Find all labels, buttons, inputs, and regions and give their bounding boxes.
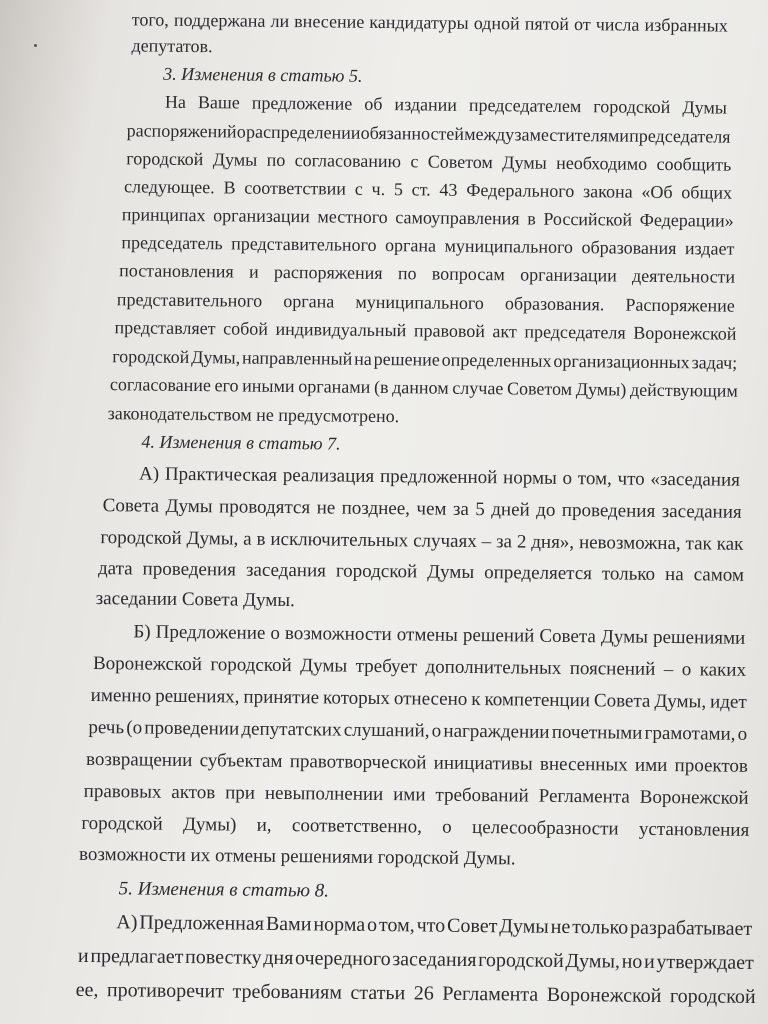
text-line: ее, противоречит требованиям статьи 26 Регламента Воронежской городской [75,978,756,1008]
text-line: председатель представительного органа муниципального образования издает [121,232,735,259]
text-line: А) Предложенная Вами норма о том, что Совет Думы не только разрабатывает [116,911,753,940]
text-line: дата проведения заседания городской Думы определяется только на самом [97,558,745,586]
text-line: постановления и распоряжения по вопросам организации деятельности [119,260,736,287]
text-line: и предлагает повестку дня очередного заседания городской Думы, но и утверждает [77,944,754,974]
text-line: городской Думы по согласованию с Советом Думы необходимо сообщить [126,148,732,175]
text-line: А) Практическая реализация предложенной нормы о том, что «заседания [138,463,741,491]
text-line: принципах организации местного самоуправления в Российской Федерации» [121,204,734,231]
text-line: депутатов. [131,35,213,57]
text-line: 3. Изменения в статью 5. [163,63,363,86]
text-line: заседании Совета Думы. [95,588,295,612]
text-line: следующее. В соответствии с ч. 5 ст. 43 Федерального закона «Об общих [123,176,733,203]
text-line: правовых актов при невыполнении ими требований Регламента Воронежской [83,780,749,809]
text-line: возвращении субъектам правотворческой инициативы внесенных ими проектов [85,748,749,777]
text-line: распоряжений о распределении обязанностей между заместителями председателя [126,120,731,147]
text-line: представительного органа муниципального образования. Распоряжение [116,289,735,316]
text-line: законодательством не предусмотрено. [107,403,400,427]
text-line: Воронежской городской Думы требует дополнительных пояснений – о каких [92,653,747,681]
text-line: согласование его иными органами (в данном случае Советом Думы) действующим [109,374,738,401]
text-line: 5. Изменения в статью 8. [118,878,330,902]
text-line: представляет собой индивидуальный правовой акт председателя Воронежской [114,317,737,344]
text-line: речь (о проведении депутатских слушаний, о награждении почетными грамотами, о [88,716,748,745]
text-line: именно решениях, принятие которых отнесено к компетенции Совета Думы, идет [90,684,747,713]
text-line: городской Думы, направленный на решение определенных организационных задач; [112,346,738,373]
text-line: того, поддержана ли внесение кандидатуры одной пятой от числа избранных [131,9,728,36]
text-line: городской Думы, а в исключительных случаях – за 2 дня», невозможна, так как [100,527,744,555]
text-line: На Ваше предложение об издании председателем городской Думы [164,91,728,118]
text-line: городской Думы) и, соответственно, о целесообразности установления [81,812,750,841]
text-line: Совета Думы проводятся не позднее, чем за 5 дней до проведения заседания [102,495,742,523]
text-line: Б) Предложение о возможности отмены решений Совета Думы решениями [133,621,746,649]
text-line: возможности их отмены решениями городской Думы. [78,843,516,870]
text-line: 4. Изменения в статью 7. [141,431,341,454]
